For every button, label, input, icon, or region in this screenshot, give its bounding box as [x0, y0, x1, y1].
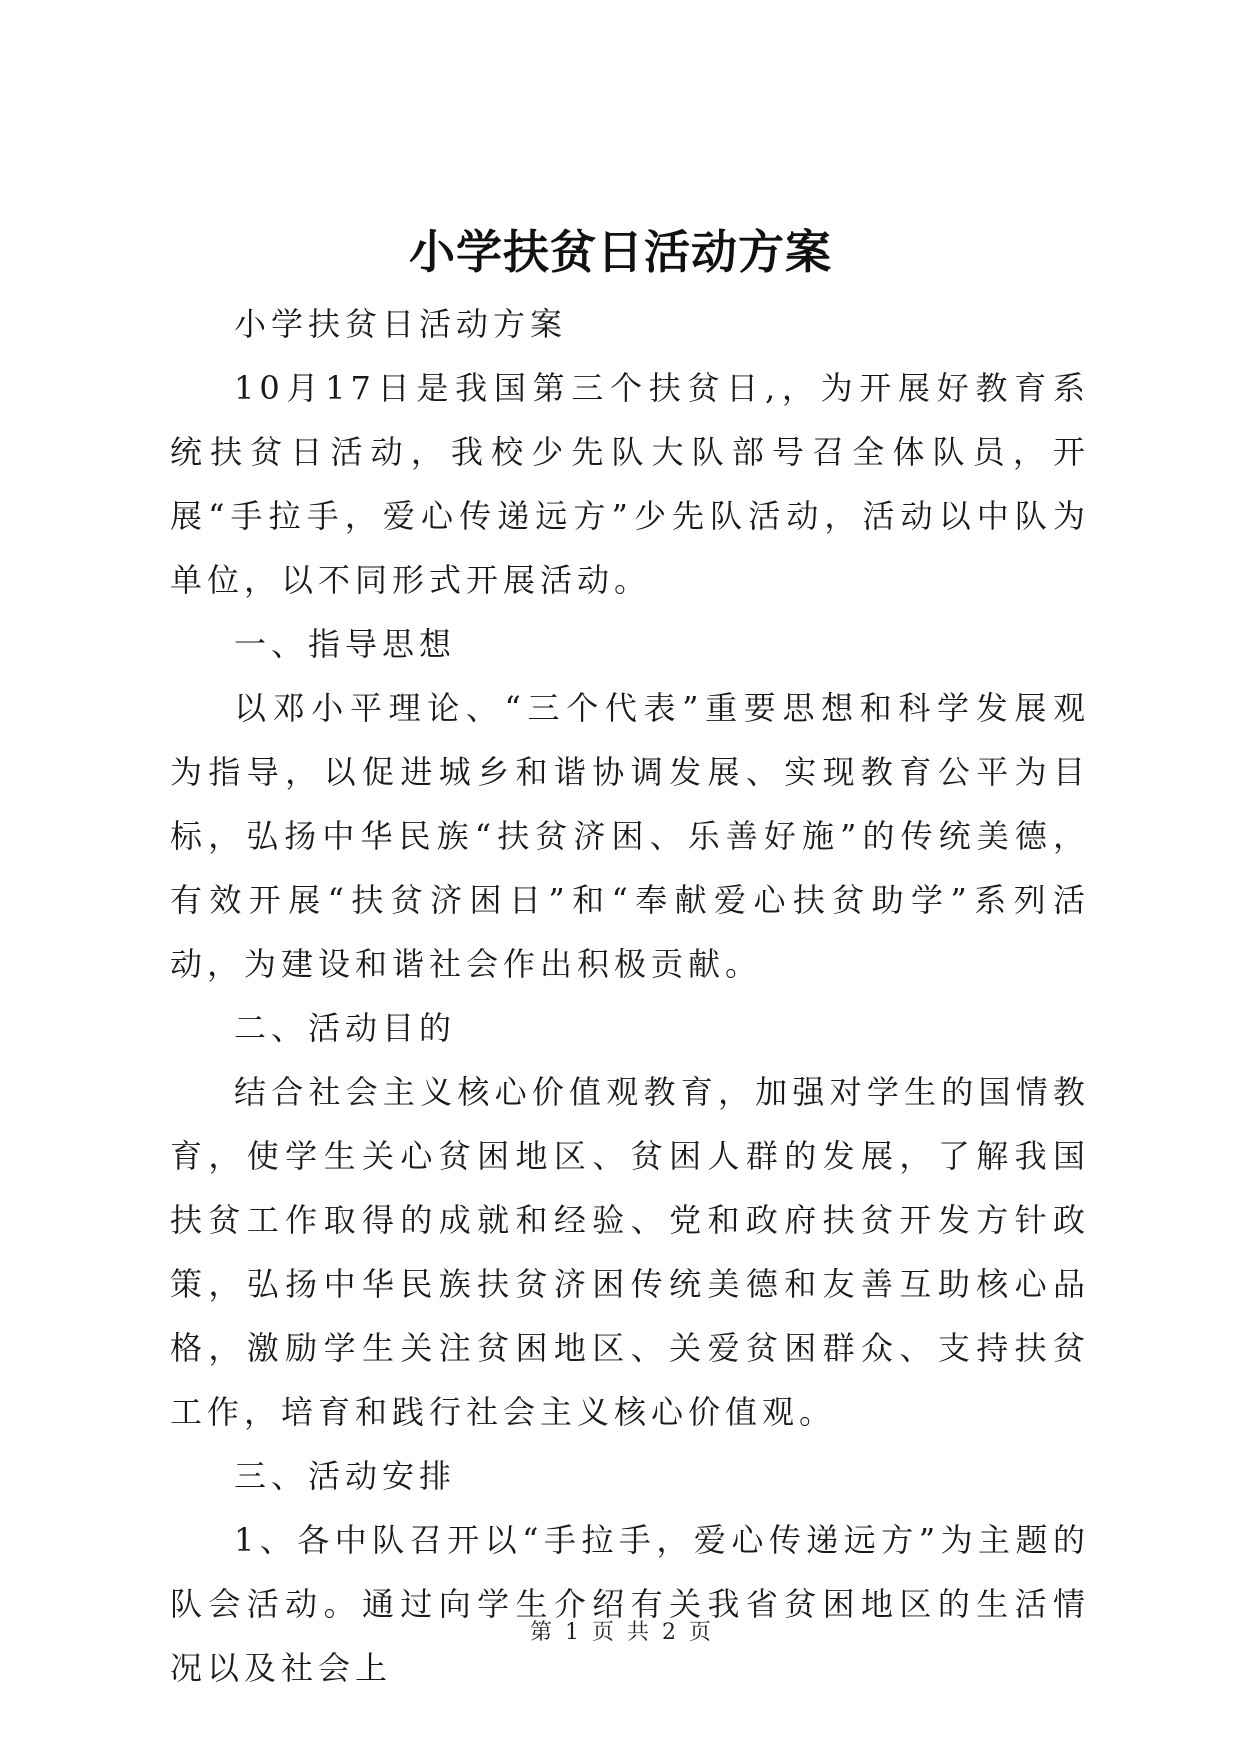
- heading-activity-arrangement: 三、活动安排: [234, 1457, 457, 1495]
- paragraph-activity-purpose: 结合社会主义核心价值观教育，加强对学生的国情教育，使学生关心贫困地区、贫困人群的发展，了解我国扶贫工作取得的成就和经验、党和政府扶贫开发方针政策，弘扬中华民族扶贫济困传统美德和友善互助核心品格，激励学生关注贫困地区、关爱贫困群众、支持扶贫工作，培育和践行社会主义核心价值观。: [170, 1073, 1090, 1431]
- heading-activity-purpose: 二、活动目的: [234, 1009, 457, 1047]
- paragraph-arrangement-item-1: 1、各中队召开以“手拉手，爱心传递远方”为主题的队会活动。通过向学生介绍有关我省贫困地区的生活情况以及社会上: [170, 1521, 1090, 1687]
- paragraph-subtitle: 小学扶贫日活动方案: [234, 305, 568, 343]
- paragraph-intro: 10月17日是我国第三个扶贫日,，为开展好教育系统扶贫日活动，我校少先队大队部号召全体队员，开展“手拉手，爱心传递远方”少先队活动，活动以中队为单位，以不同形式开展活动。: [170, 369, 1090, 599]
- document-body: [170, 292, 1090, 1700]
- page-number-footer: 第 1 页 共 2 页: [530, 1620, 711, 1645]
- heading-guiding-ideology: 一、指导思想: [234, 625, 457, 663]
- document-title: 小学扶贫日活动方案: [409, 225, 832, 279]
- paragraph-guiding-ideology: 以邓小平理论、“三个代表”重要思想和科学发展观为指导，以促进城乡和谐协调发展、实现教育公平为目标，弘扬中华民族“扶贫济困、乐善好施”的传统美德，有效开展“扶贫济困日”和“奉献爱心扶贫助学”系列活动，为建设和谐社会作出积极贡献。: [170, 689, 1090, 983]
